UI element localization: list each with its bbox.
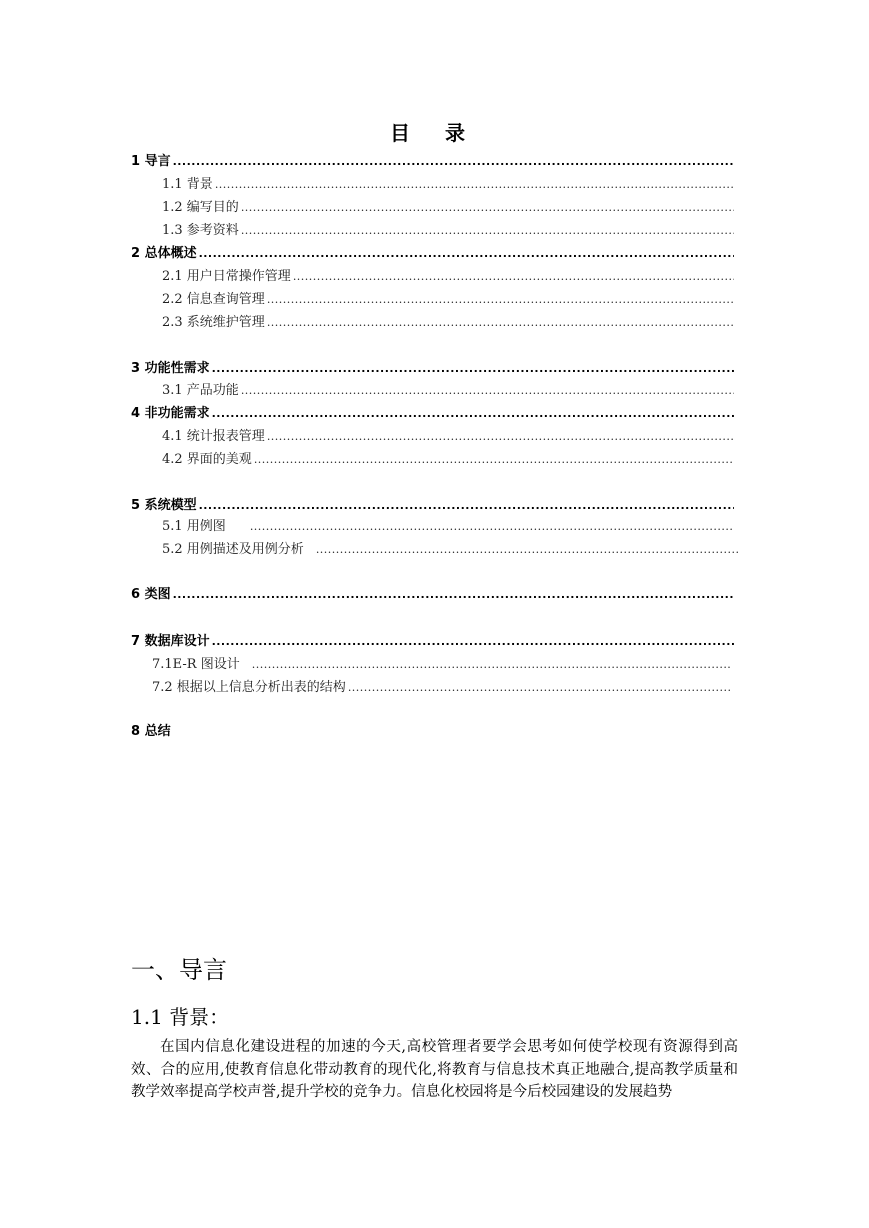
toc-entry-label: 5.2 用例描述及用例分析 xyxy=(162,542,304,557)
toc-leader-dots xyxy=(267,427,734,447)
toc-entry-7-1[interactable] xyxy=(152,655,730,675)
toc-entry-7[interactable] xyxy=(131,632,734,652)
toc-leader-dots xyxy=(215,175,734,195)
toc-leader-dots xyxy=(250,517,734,537)
toc-leader-dots xyxy=(212,632,734,652)
toc-entry-label: 1.3 参考资料 xyxy=(162,223,239,238)
toc-leader-dots xyxy=(241,381,734,401)
toc-entry-label: 8 总结 xyxy=(131,724,171,739)
toc-entry-5-2[interactable] xyxy=(162,540,738,560)
toc-entry-label: 2.3 系统维护管理 xyxy=(162,315,265,330)
toc-entry-label: 1.2 编写目的 xyxy=(162,200,239,215)
toc-entry-4-1[interactable] xyxy=(162,427,734,447)
toc-entry-label: 7.1E-R 图设计 xyxy=(152,657,240,672)
toc-entry-5-1[interactable] xyxy=(162,517,734,537)
toc-leader-dots xyxy=(173,152,734,172)
toc-entry-label: 3 功能性需求 xyxy=(131,361,210,376)
toc-leader-dots xyxy=(199,244,734,264)
toc-entry-4-2[interactable] xyxy=(162,450,734,470)
toc-entry-3[interactable] xyxy=(131,359,734,379)
toc-entry-1-3[interactable] xyxy=(162,221,734,241)
section-heading: 一、导言 xyxy=(131,956,227,984)
toc-entry-4[interactable] xyxy=(131,404,734,424)
toc-entry-label: 1.1 背景 xyxy=(162,177,213,192)
toc-entry-1-1[interactable] xyxy=(162,175,734,195)
toc-entry-2-3[interactable] xyxy=(162,313,734,333)
toc-leader-dots xyxy=(199,496,734,516)
toc-leader-dots xyxy=(254,450,734,470)
toc-entry-label: 2 总体概述 xyxy=(131,246,197,261)
toc-entry-2[interactable] xyxy=(131,244,734,264)
toc-leader-dots xyxy=(348,678,732,698)
toc-leader-dots xyxy=(293,267,734,287)
toc-entry-label: 5.1 用例图 xyxy=(162,519,226,534)
toc-entry-8[interactable] xyxy=(131,722,331,742)
toc-entry-2-2[interactable] xyxy=(162,290,734,310)
toc-entry-label: 4.2 界面的美观 xyxy=(162,452,252,467)
body-paragraph: 在国内信息化建设进程的加速的今天,高校管理者要学会思考如何使学校现有资源得到高效、合的应用,使教育信息化带动教育的现代化,将教育与信息技术真正地融合,提高教学质量和教学效率提高学校声誉,提升学校的竞争力。信息化校园将是今后校园建设的发展趋势 xyxy=(131,1039,738,1100)
toc-entry-label: 6 类图 xyxy=(131,587,171,602)
toc-leader-dots xyxy=(267,290,734,310)
toc-entry-label: 7.2 根据以上信息分析出表的结构 xyxy=(152,680,346,695)
toc-title: 目 录 xyxy=(390,121,479,145)
toc-entry-label: 2.1 用户日常操作管理 xyxy=(162,269,291,284)
toc-entry-3-1[interactable] xyxy=(162,381,734,401)
toc-leader-dots xyxy=(212,404,734,424)
toc-leader-dots xyxy=(241,198,734,218)
toc-entry-5[interactable] xyxy=(131,496,734,516)
toc-entry-label: 2.2 信息查询管理 xyxy=(162,292,265,307)
toc-leader-dots xyxy=(241,221,734,241)
toc-leader-dots xyxy=(267,313,734,333)
toc-leader-dots xyxy=(212,359,734,379)
toc-leader-dots xyxy=(173,585,733,605)
toc-entry-label: 7 数据库设计 xyxy=(131,634,210,649)
toc-entry-1-2[interactable] xyxy=(162,198,734,218)
toc-entry-label: 3.1 产品功能 xyxy=(162,383,239,398)
toc-entry-1[interactable] xyxy=(131,152,734,172)
toc-leader-dots xyxy=(252,655,730,675)
toc-entry-label: 4 非功能需求 xyxy=(131,406,210,421)
toc-entry-7-2[interactable] xyxy=(152,678,732,698)
toc-entry-2-1[interactable] xyxy=(162,267,734,287)
toc-entry-label: 1 导言 xyxy=(131,154,171,169)
toc-entry-label: 4.1 统计报表管理 xyxy=(162,429,265,444)
toc-entry-label: 5 系统模型 xyxy=(131,498,197,513)
toc-leader-dots xyxy=(316,540,738,560)
subsection-heading: 1.1 背景： xyxy=(131,1005,230,1029)
toc-entry-6[interactable] xyxy=(131,585,733,605)
